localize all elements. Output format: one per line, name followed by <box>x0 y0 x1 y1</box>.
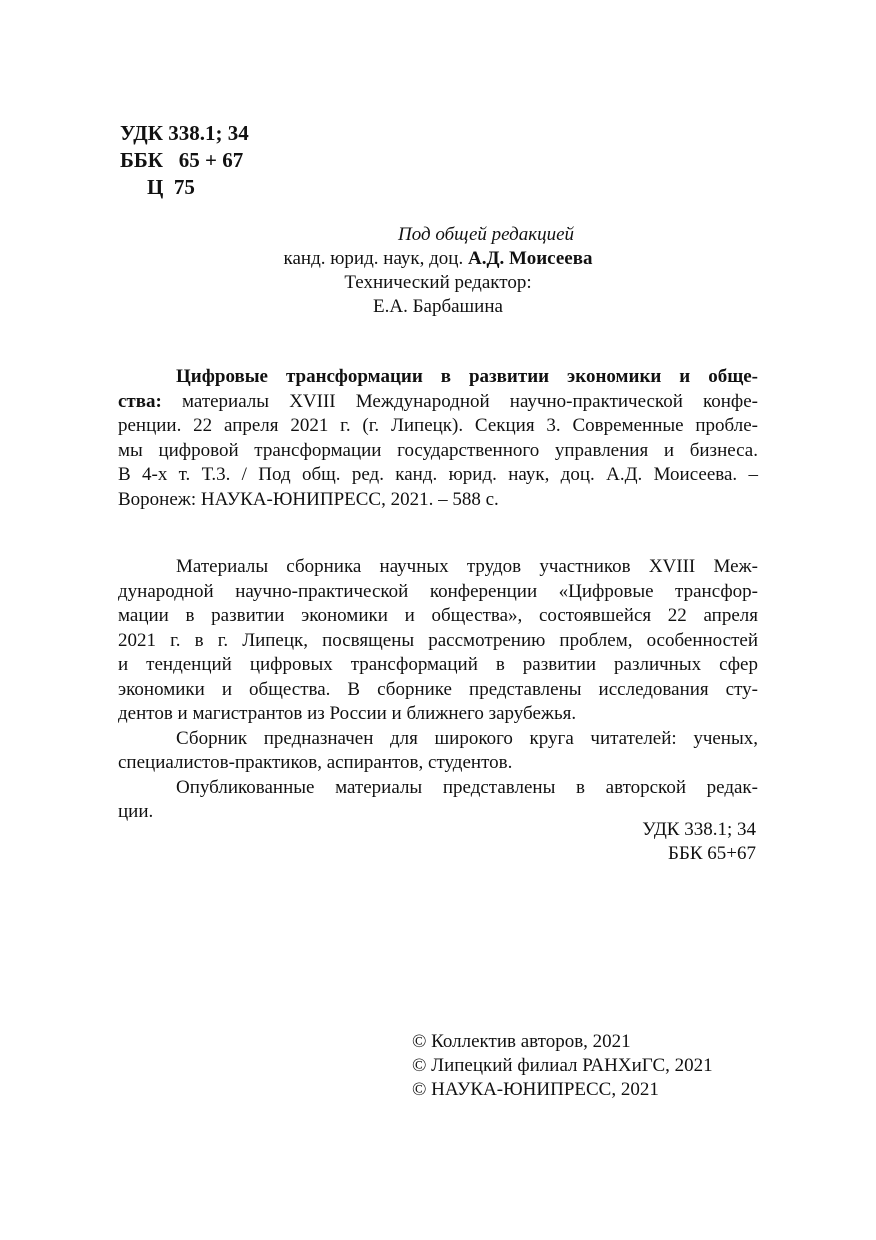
editor-degree: канд. юрид. наук, доц. <box>283 248 468 269</box>
editors-block <box>120 223 756 319</box>
bibliographic-record <box>118 365 758 512</box>
tech-editor-name: Е.А. Барбашина <box>373 296 503 317</box>
abstract-line: мации в развитии экономики и общества», состоявшейся 22 апреля <box>118 605 758 626</box>
under-editorship-label: Под общей редакцией <box>397 224 575 245</box>
biblio-line: ства: материалы XVIII Международной научно-практической конфе- <box>118 390 758 412</box>
copyright-block <box>412 1030 713 1102</box>
footer-udk-code: УДК 338.1; 34 <box>642 819 756 840</box>
copyright-line: © НАУКА-ЮНИПРЕСС, 2021 <box>412 1079 659 1100</box>
abstract-line: специалистов-практиков, аспирантов, студентов. <box>118 752 513 773</box>
udk-code: УДК 338.1; 34 <box>120 121 249 145</box>
biblio-line <box>118 365 758 390</box>
biblio-line: ренции. 22 апреля 2021 г. (г. Липецк). Секция 3. Современные пробле- <box>118 415 758 436</box>
abstract-line: 2021 г. в г. Липецк, посвящены рассмотрению проблем, особенностей <box>118 629 758 651</box>
abstract <box>118 555 758 825</box>
abstract-line: Материалы сборника научных трудов участников XVIII Меж- <box>176 556 758 577</box>
footer-bbk-code: ББК 65+67 <box>668 843 756 864</box>
copyright-line: © Липецкий филиал РАНХиГС, 2021 <box>412 1055 713 1076</box>
editor-name: А.Д. Моисеева <box>467 248 593 269</box>
abstract-line: и тенденций цифровых трансформаций в развитии различных сфер <box>118 654 758 675</box>
book-title-part1: Цифровые трансформации в развитии экономики и обще- <box>176 366 758 387</box>
abstract-line: экономики и общества. В сборнике представлены исследования сту- <box>118 678 758 700</box>
bbk-code: ББК 65 + 67 <box>120 148 244 172</box>
author-mark: Ц 75 <box>147 175 195 199</box>
biblio-line: В 4-х т. Т.3. / Под общ. ред. канд. юрид. наук, доц. А.Д. Моисеева. – <box>118 464 758 485</box>
footer-classification-codes <box>642 818 756 866</box>
tech-editor-label: Технический редактор: <box>344 272 532 293</box>
editor-line <box>120 247 756 271</box>
abstract-line: дународной научно-практической конференции «Цифровые трансфор- <box>118 580 758 602</box>
book-title-part2: ства: <box>118 390 162 412</box>
biblio-line: мы цифровой трансформации государственного управления и бизнеса. <box>118 439 758 461</box>
abstract-line: дентов и магистрантов из России и ближнего зарубежья. <box>118 703 577 724</box>
abstract-line: ции. <box>118 801 154 822</box>
biblio-line: Воронеж: НАУКА-ЮНИПРЕСС, 2021. – 588 с. <box>118 488 499 510</box>
abstract-line: Сборник предназначен для широкого круга читателей: ученых, <box>176 727 758 749</box>
copyright-line: © Коллектив авторов, 2021 <box>412 1031 631 1052</box>
classification-codes <box>120 120 249 201</box>
abstract-line: Опубликованные материалы представлены в авторской редак- <box>176 776 758 798</box>
